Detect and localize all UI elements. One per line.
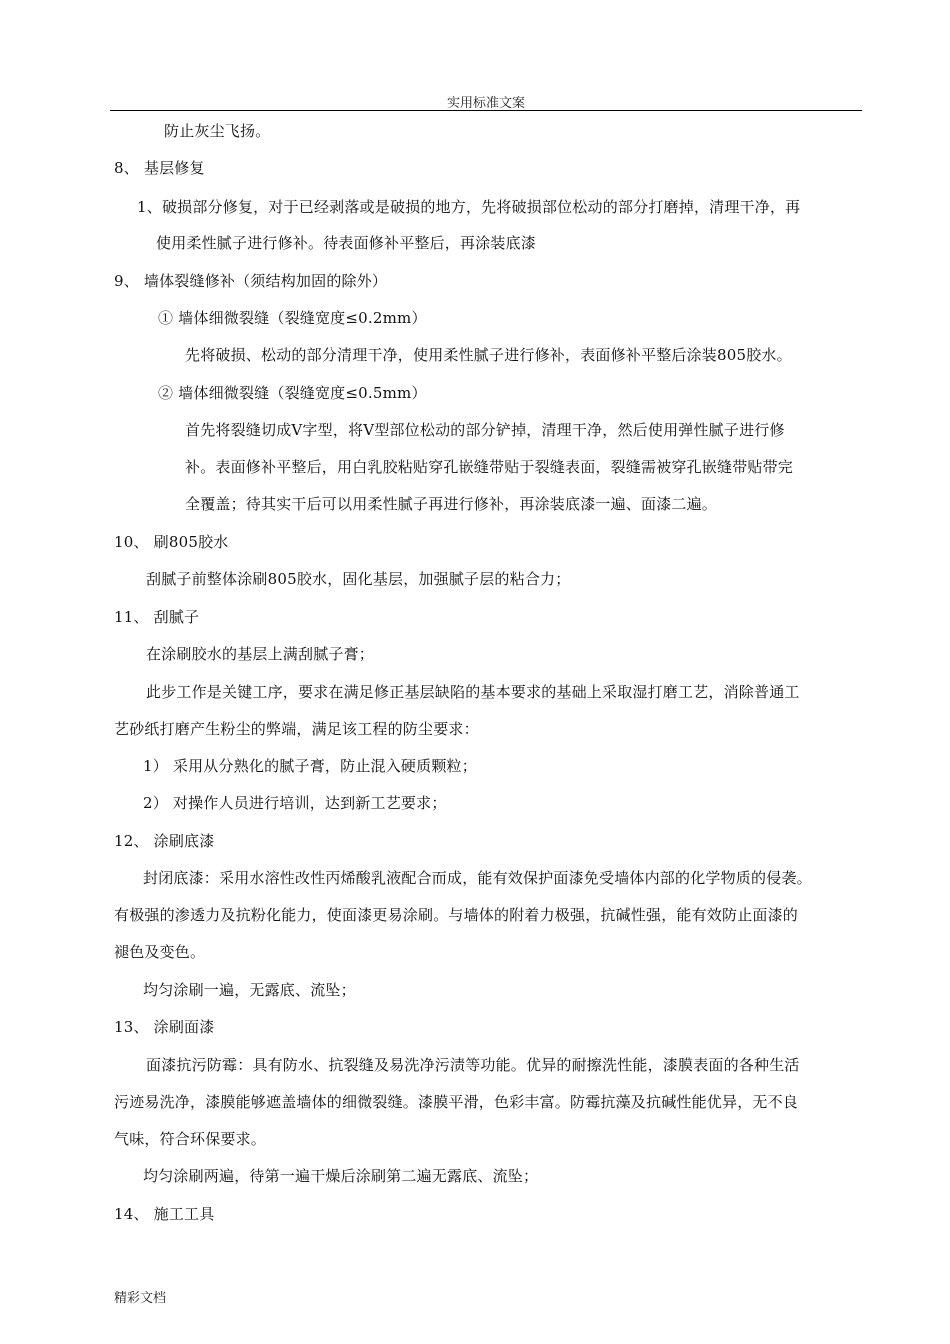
body-line: 防止灰尘飞扬。 [164, 122, 271, 140]
section-heading: 9、 墙体裂缝修补（须结构加固的除外） [114, 272, 388, 290]
section-heading: 11、 刮腻子 [114, 608, 200, 626]
body-line: 在涂刷胶水的基层上满刮腻子膏； [146, 645, 375, 663]
list-item: 2） 对操作人员进行培训，达到新工艺要求； [143, 794, 447, 812]
body-line: 面漆抗污防霉：具有防水、抗裂缝及易洗净污渍等功能。优异的耐擦洗性能，漆膜表面的各种生活 [146, 1056, 800, 1074]
body-line: 全覆盖；待其实干后可以用柔性腻子再进行修补，再涂装底漆一遍、面漆二遍。 [185, 495, 718, 513]
body-line: 褪色及变色。 [114, 943, 206, 961]
sub-heading: ① 墙体细微裂缝（裂缝宽度≤0.2mm） [158, 309, 427, 327]
list-item: 1） 采用从分熟化的腻子膏，防止混入硬质颗粒； [143, 757, 477, 775]
body-line: 补。表面修补平整后，用白乳胶粘贴穿孔嵌缝带贴于裂缝表面，裂缝需被穿孔嵌缝带贴带完 [185, 458, 794, 476]
sub-heading: ② 墙体细微裂缝（裂缝宽度≤0.5mm） [158, 384, 427, 402]
section-heading: 10、 刷805胶水 [114, 533, 229, 551]
body-line: 艺砂纸打磨产生粉尘的弊端，满足该工程的防尘要求： [114, 720, 479, 738]
section-heading: 13、 涂刷面漆 [114, 1018, 215, 1036]
page-footer: 精彩文档 [114, 1291, 167, 1306]
body-line: 有极强的渗透力及抗粉化能力，使面漆更易涂刷。与墙体的附着力极强，抗碱性强，能有效防止面漆的 [114, 906, 799, 924]
page-header-title: 实用标准文案 [446, 96, 525, 111]
body-line: 此步工作是关键工序，要求在满足修正基层缺陷的基本要求的基础上采取湿打磨工艺，消除普通工 [146, 683, 800, 701]
body-line: 均匀涂刷两遍，待第一遍干燥后涂刷第二遍无露底、流坠； [143, 1167, 539, 1185]
body-line: 先将破损、松动的部分清理干净，使用柔性腻子进行修补，表面修补平整后涂装805胶水。 [185, 346, 792, 364]
body-line: 首先将裂缝切成V字型，将V型部位松动的部分铲掉，清理干净，然后使用弹性腻子进行修 [185, 421, 785, 439]
body-line: 均匀涂刷一遍，无露底、流坠； [143, 981, 356, 999]
body-line: 刮腻子前整体涂刷805胶水，固化基层，加强腻子层的粘合力； [146, 570, 571, 588]
section-heading: 14、 施工工具 [114, 1205, 215, 1223]
page-header-rule [110, 110, 862, 111]
section-heading: 8、 基层修复 [114, 159, 205, 177]
body-line: 污迹易洗净，漆膜能够遮盖墙体的细微裂缝。漆膜平滑，色彩丰富。防霉抗藻及抗碱性能优异，无不良 [114, 1093, 799, 1111]
body-line: 1、破损部分修复，对于已经剥落或是破损的地方，先将破损部位松动的部分打磨掉，清理干净，再 [137, 198, 801, 216]
body-line: 气味，符合环保要求。 [114, 1130, 267, 1148]
section-heading: 12、 涂刷底漆 [114, 832, 215, 850]
body-line: 封闭底漆：采用水溶性改性丙烯酸乳液配合而成，能有效保护面漆免受墙体内部的化学物质的侵袭。 [143, 869, 812, 887]
body-line: 使用柔性腻子进行修补。待表面修补平整后，再涂装底漆 [156, 234, 537, 252]
